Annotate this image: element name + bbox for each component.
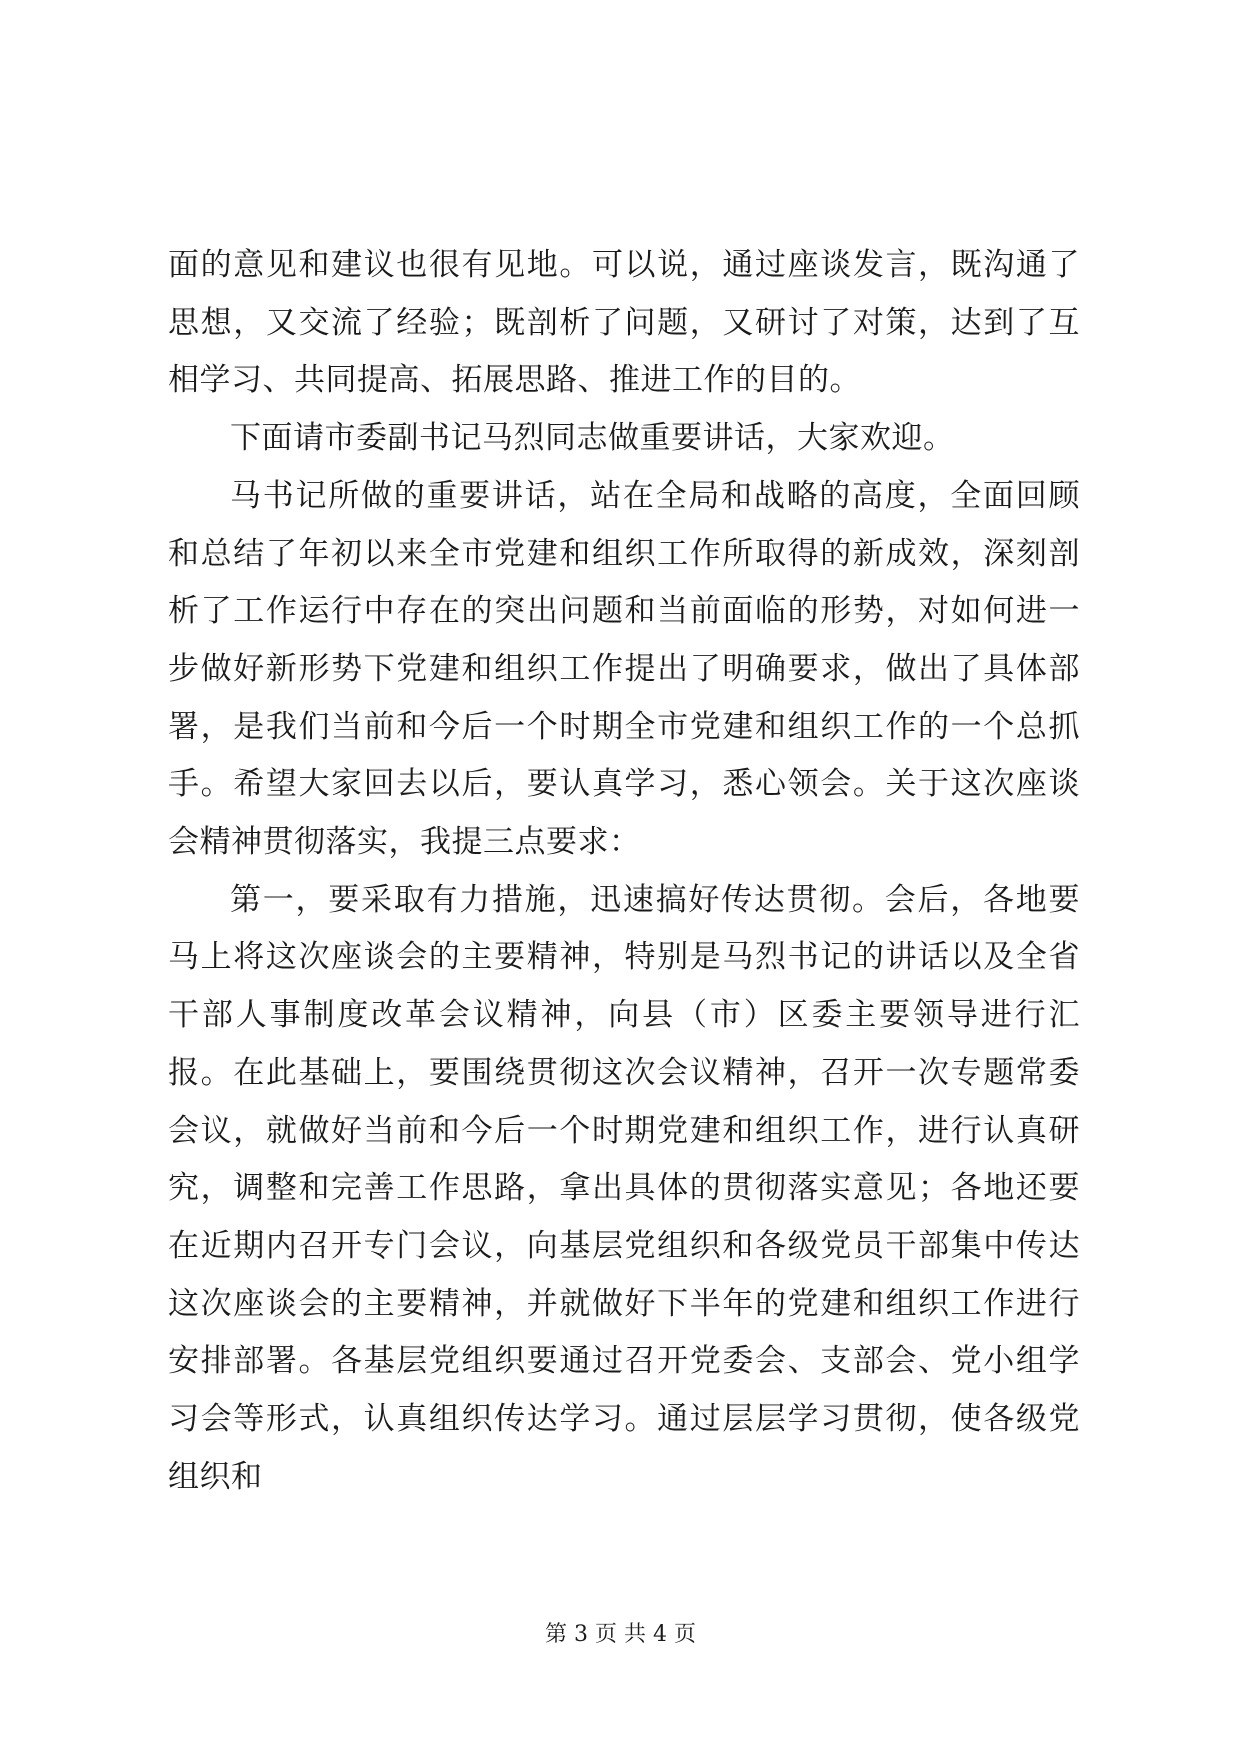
paragraph-speech-summary: 马书记所做的重要讲话，站在全局和战略的高度，全面回顾和总结了年初以来全市党建和组织工作所取得的新成效，深刻剖析了工作运行中存在的突出问题和当前面临的形势，对如何进一步做好新形势下党建和组织工作提出了明确要求，做出了具体部署，是我们当前和今后一个时期全市党建和组织工作的一个总抓手。希望大家回去以后，要认真学习，悉心领会。关于这次座谈会精神贯彻落实，我提三点要求： (168, 477, 1080, 861)
document-body (168, 237, 1080, 1506)
paragraph-speech-invitation: 下面请市委副书记马烈同志做重要讲话，大家欢迎。 (230, 420, 955, 457)
paragraph-requirement-one: 第一，要采取有力措施，迅速搞好传达贯彻。会后，各地要马上将这次座谈会的主要精神，特别是马烈书记的讲话以及全省干部人事制度改革会议精神，向县（市）区委主要领导进行汇报。在此基础上，要围绕贯彻这次会议精神，召开一次专题常委会议，就做好当前和今后一个时期党建和组织工作，进行认真研究，调整和完善工作思路，拿出具体的贯彻落实意见；各地还要在近期内召开专门会议，向基层党组织和各级党员干部集中传达这次座谈会的主要精神，并就做好下半年的党建和组织工作进行安排部署。各基层党组织要通过召开党委会、支部会、党小组学习会等形式，认真组织传达学习。通过层层学习贯彻，使各级党组织和 (168, 881, 1080, 1495)
page-footer: 第 3 页 共 4 页 (545, 1622, 696, 1647)
paragraph-continuation: 面的意见和建议也很有见地。可以说，通过座谈发言，既沟通了思想，又交流了经验；既剖析了问题，又研讨了对策，达到了互相学习、共同提高、拓展思路、推进工作的目的。 (168, 247, 1080, 399)
